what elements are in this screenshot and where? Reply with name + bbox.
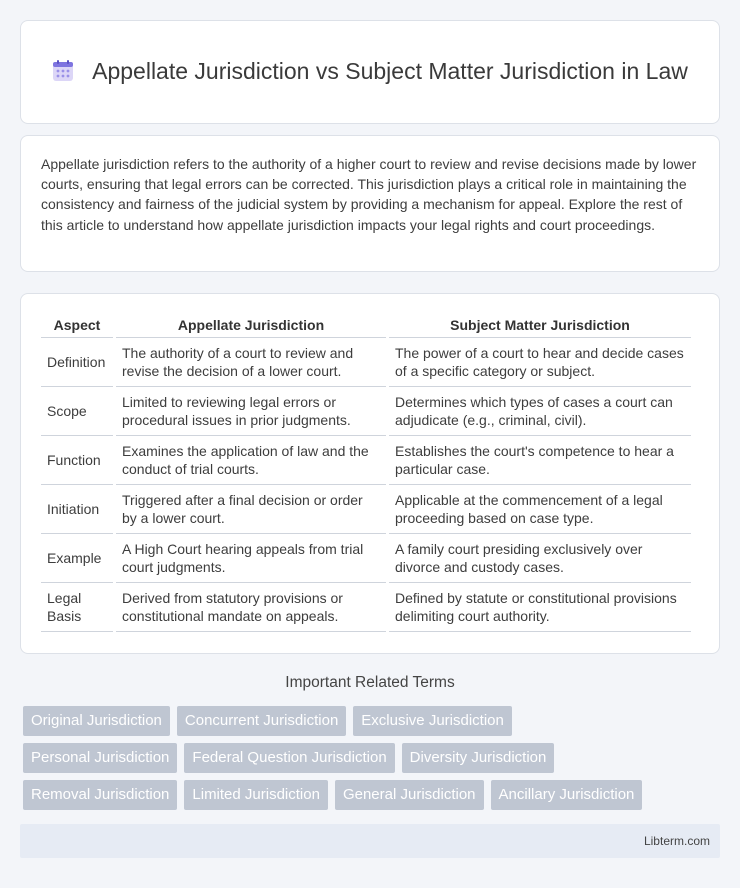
subject-matter-cell: Establishes the court's competence to hear a particular case. (389, 436, 691, 485)
comparison-table-card (20, 293, 720, 654)
aspect-cell: Legal Basis (41, 583, 113, 632)
table-row (41, 338, 691, 387)
comparison-table (38, 312, 694, 632)
appellate-cell: The authority of a court to review and revise the decision of a lower court. (116, 338, 386, 387)
related-term-tag[interactable]: Exclusive Jurisdiction (353, 706, 512, 736)
table-row (41, 387, 691, 436)
page-title-wrap (52, 56, 688, 89)
header-appellate: Appellate Jurisdiction (116, 312, 386, 338)
title-card (20, 20, 720, 124)
subject-matter-cell: Determines which types of cases a court can adjudicate (e.g., criminal, civil). (389, 387, 691, 436)
related-terms-title: Important Related Terms (285, 674, 455, 691)
subject-matter-cell: Defined by statute or constitutional provisions delimiting court authority. (389, 583, 691, 632)
header-aspect: Aspect (41, 312, 113, 338)
table-row (41, 436, 691, 485)
related-term-tag[interactable]: Ancillary Jurisdiction (491, 780, 643, 810)
tag-row (23, 743, 703, 773)
subject-matter-cell: Applicable at the commencement of a legal proceeding based on case type. (389, 485, 691, 534)
header-subject-matter: Subject Matter Jurisdiction (389, 312, 691, 338)
appellate-cell: A High Court hearing appeals from trial court judgments. (116, 534, 386, 583)
related-term-tag[interactable]: Concurrent Jurisdiction (177, 706, 346, 736)
tag-row (23, 780, 703, 810)
tag-row (23, 706, 703, 736)
related-term-tag[interactable]: Federal Question Jurisdiction (184, 743, 394, 773)
table-row (41, 534, 691, 583)
table-row (41, 485, 691, 534)
subject-matter-cell: A family court presiding exclusively over divorce and custody cases. (389, 534, 691, 583)
calendar-grid-icon (52, 59, 74, 89)
related-term-tag[interactable]: Personal Jurisdiction (23, 743, 177, 773)
footer-site-link[interactable]: Libterm.com (643, 834, 710, 848)
footer (20, 824, 720, 858)
aspect-cell: Function (41, 436, 113, 485)
appellate-cell: Limited to reviewing legal errors or procedural issues in prior judgments. (116, 387, 386, 436)
related-terms-tags (23, 706, 703, 817)
related-term-tag[interactable]: Original Jurisdiction (23, 706, 170, 736)
related-term-tag[interactable]: Diversity Jurisdiction (402, 743, 555, 773)
intro-text: Appellate jurisdiction refers to the authority of a higher court to review and revise decisions made by lower courts, ensuring that legal errors can be corrected. This jurisdiction plays a critical role in maintaining the consistency and fairness of the judicial system by providing a mechanism for appeal. Explore the rest of this article to understand how appellate jurisdiction impacts your legal rights and court proceedings. (41, 156, 697, 233)
related-term-tag[interactable]: Limited Jurisdiction (184, 780, 328, 810)
table-row (41, 583, 691, 632)
aspect-cell: Initiation (41, 485, 113, 534)
appellate-cell: Derived from statutory provisions or constitutional mandate on appeals. (116, 583, 386, 632)
table-header-row (41, 312, 691, 338)
page-title: Appellate Jurisdiction vs Subject Matter Jurisdiction in Law (92, 57, 688, 84)
aspect-cell: Scope (41, 387, 113, 436)
aspect-cell: Example (41, 534, 113, 583)
appellate-cell: Triggered after a final decision or order by a lower court. (116, 485, 386, 534)
related-term-tag[interactable]: General Jurisdiction (335, 780, 484, 810)
aspect-cell: Definition (41, 338, 113, 387)
intro-card (20, 135, 720, 272)
related-term-tag[interactable]: Removal Jurisdiction (23, 780, 177, 810)
appellate-cell: Examines the application of law and the conduct of trial courts. (116, 436, 386, 485)
subject-matter-cell: The power of a court to hear and decide cases of a specific category or subject. (389, 338, 691, 387)
